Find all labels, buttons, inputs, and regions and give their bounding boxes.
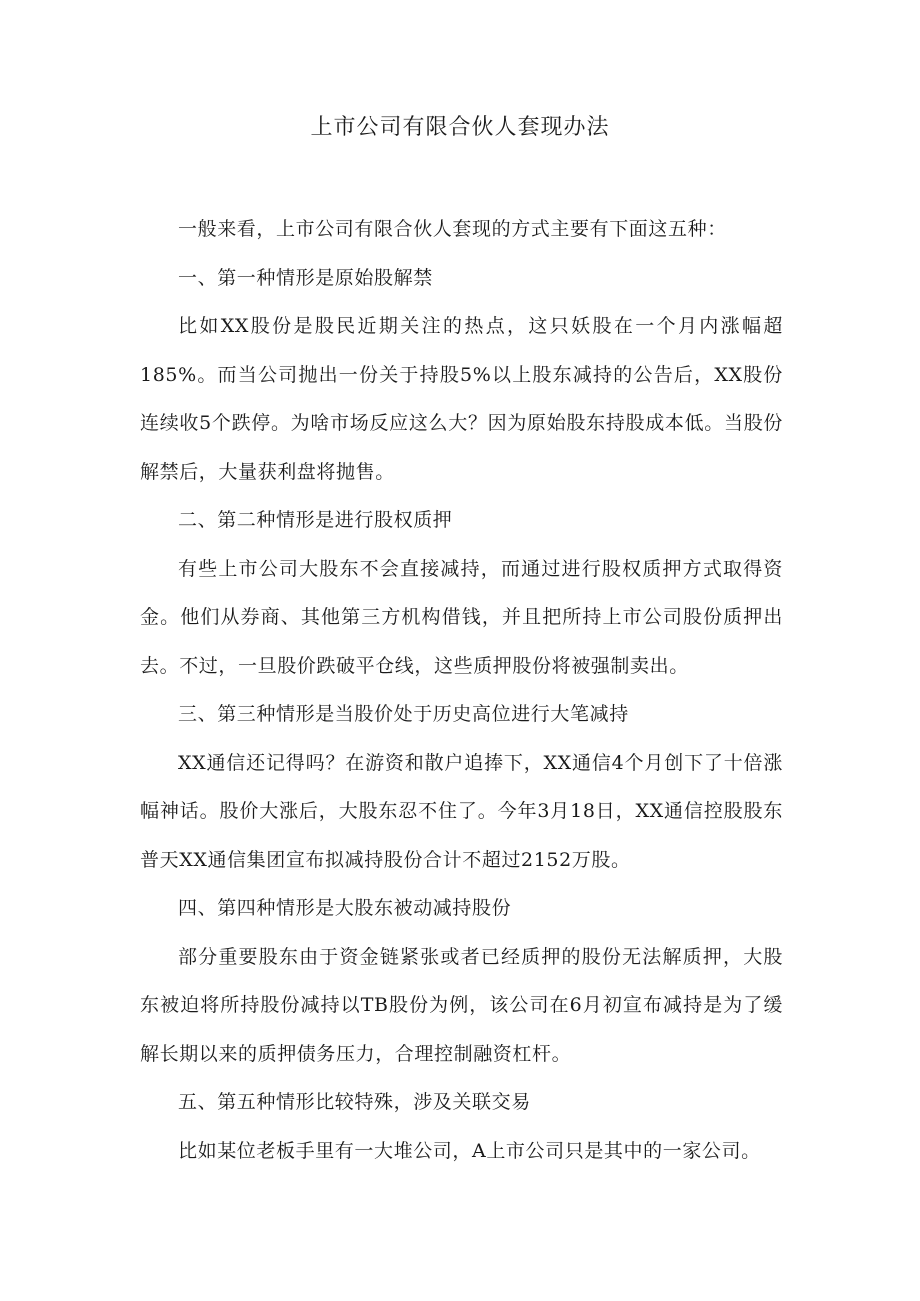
section-heading-2: 二、第二种情形是进行股权质押 (178, 509, 453, 531)
intro-paragraph: 一般来看，上市公司有限合伙人套现的方式主要有下面这五种： (178, 218, 727, 240)
section-text-5: 比如某位老板手里有一大堆公司，A上市公司只是其中的一家公司。 (178, 1139, 761, 1162)
section-text-1: 比如XX股份是股民近期关注的热点，这只妖股在一个月内涨幅超185%。而当公司抛出一份关于持股5%以上股东减持的公告后，XX股份连续收5个跌停。为啥市场反应这么大？因为原始股东持股成本低。当股份解禁后，大量获利盘将抛售。 (140, 315, 783, 483)
section-heading-5: 五、第五种情形比较特殊，涉及关联交易 (178, 1091, 531, 1113)
section-heading-1: 一、第一种情形是原始股解禁 (178, 266, 433, 289)
document-body (140, 205, 783, 1175)
document-title: 上市公司有限合伙人套现办法 (310, 115, 610, 140)
section-heading-4: 四、第四种情形是大股东被动减持股份 (178, 897, 512, 919)
section-heading-3: 三、第三种情形是当股价处于历史高位进行大笔减持 (178, 703, 629, 725)
section-text-3: XX通信还记得吗？在游资和散户追捧下，XX通信4个月创下了十倍涨幅神话。股价大涨后，大股东忍不住了。今年3月18日，XX通信控股股东普天XX通信集团宣布拟减持股份合计不超过2152万股。 (140, 751, 783, 871)
section-text-4: 部分重要股东由于资金链紧张或者已经质押的股份无法解质押，大股东被迫将所持股份减持以TB股份为例，该公司在6月初宣布减持是为了缓解长期以来的质押债务压力，合理控制融资杠杆。 (140, 945, 783, 1065)
section-text-2: 有些上市公司大股东不会直接减持，而通过进行股权质押方式取得资金。他们从券商、其他第三方机构借钱，并且把所持上市公司股份质押出去。不过，一旦股价跌破平仓线，这些质押股份将被强制卖出。 (140, 557, 783, 677)
